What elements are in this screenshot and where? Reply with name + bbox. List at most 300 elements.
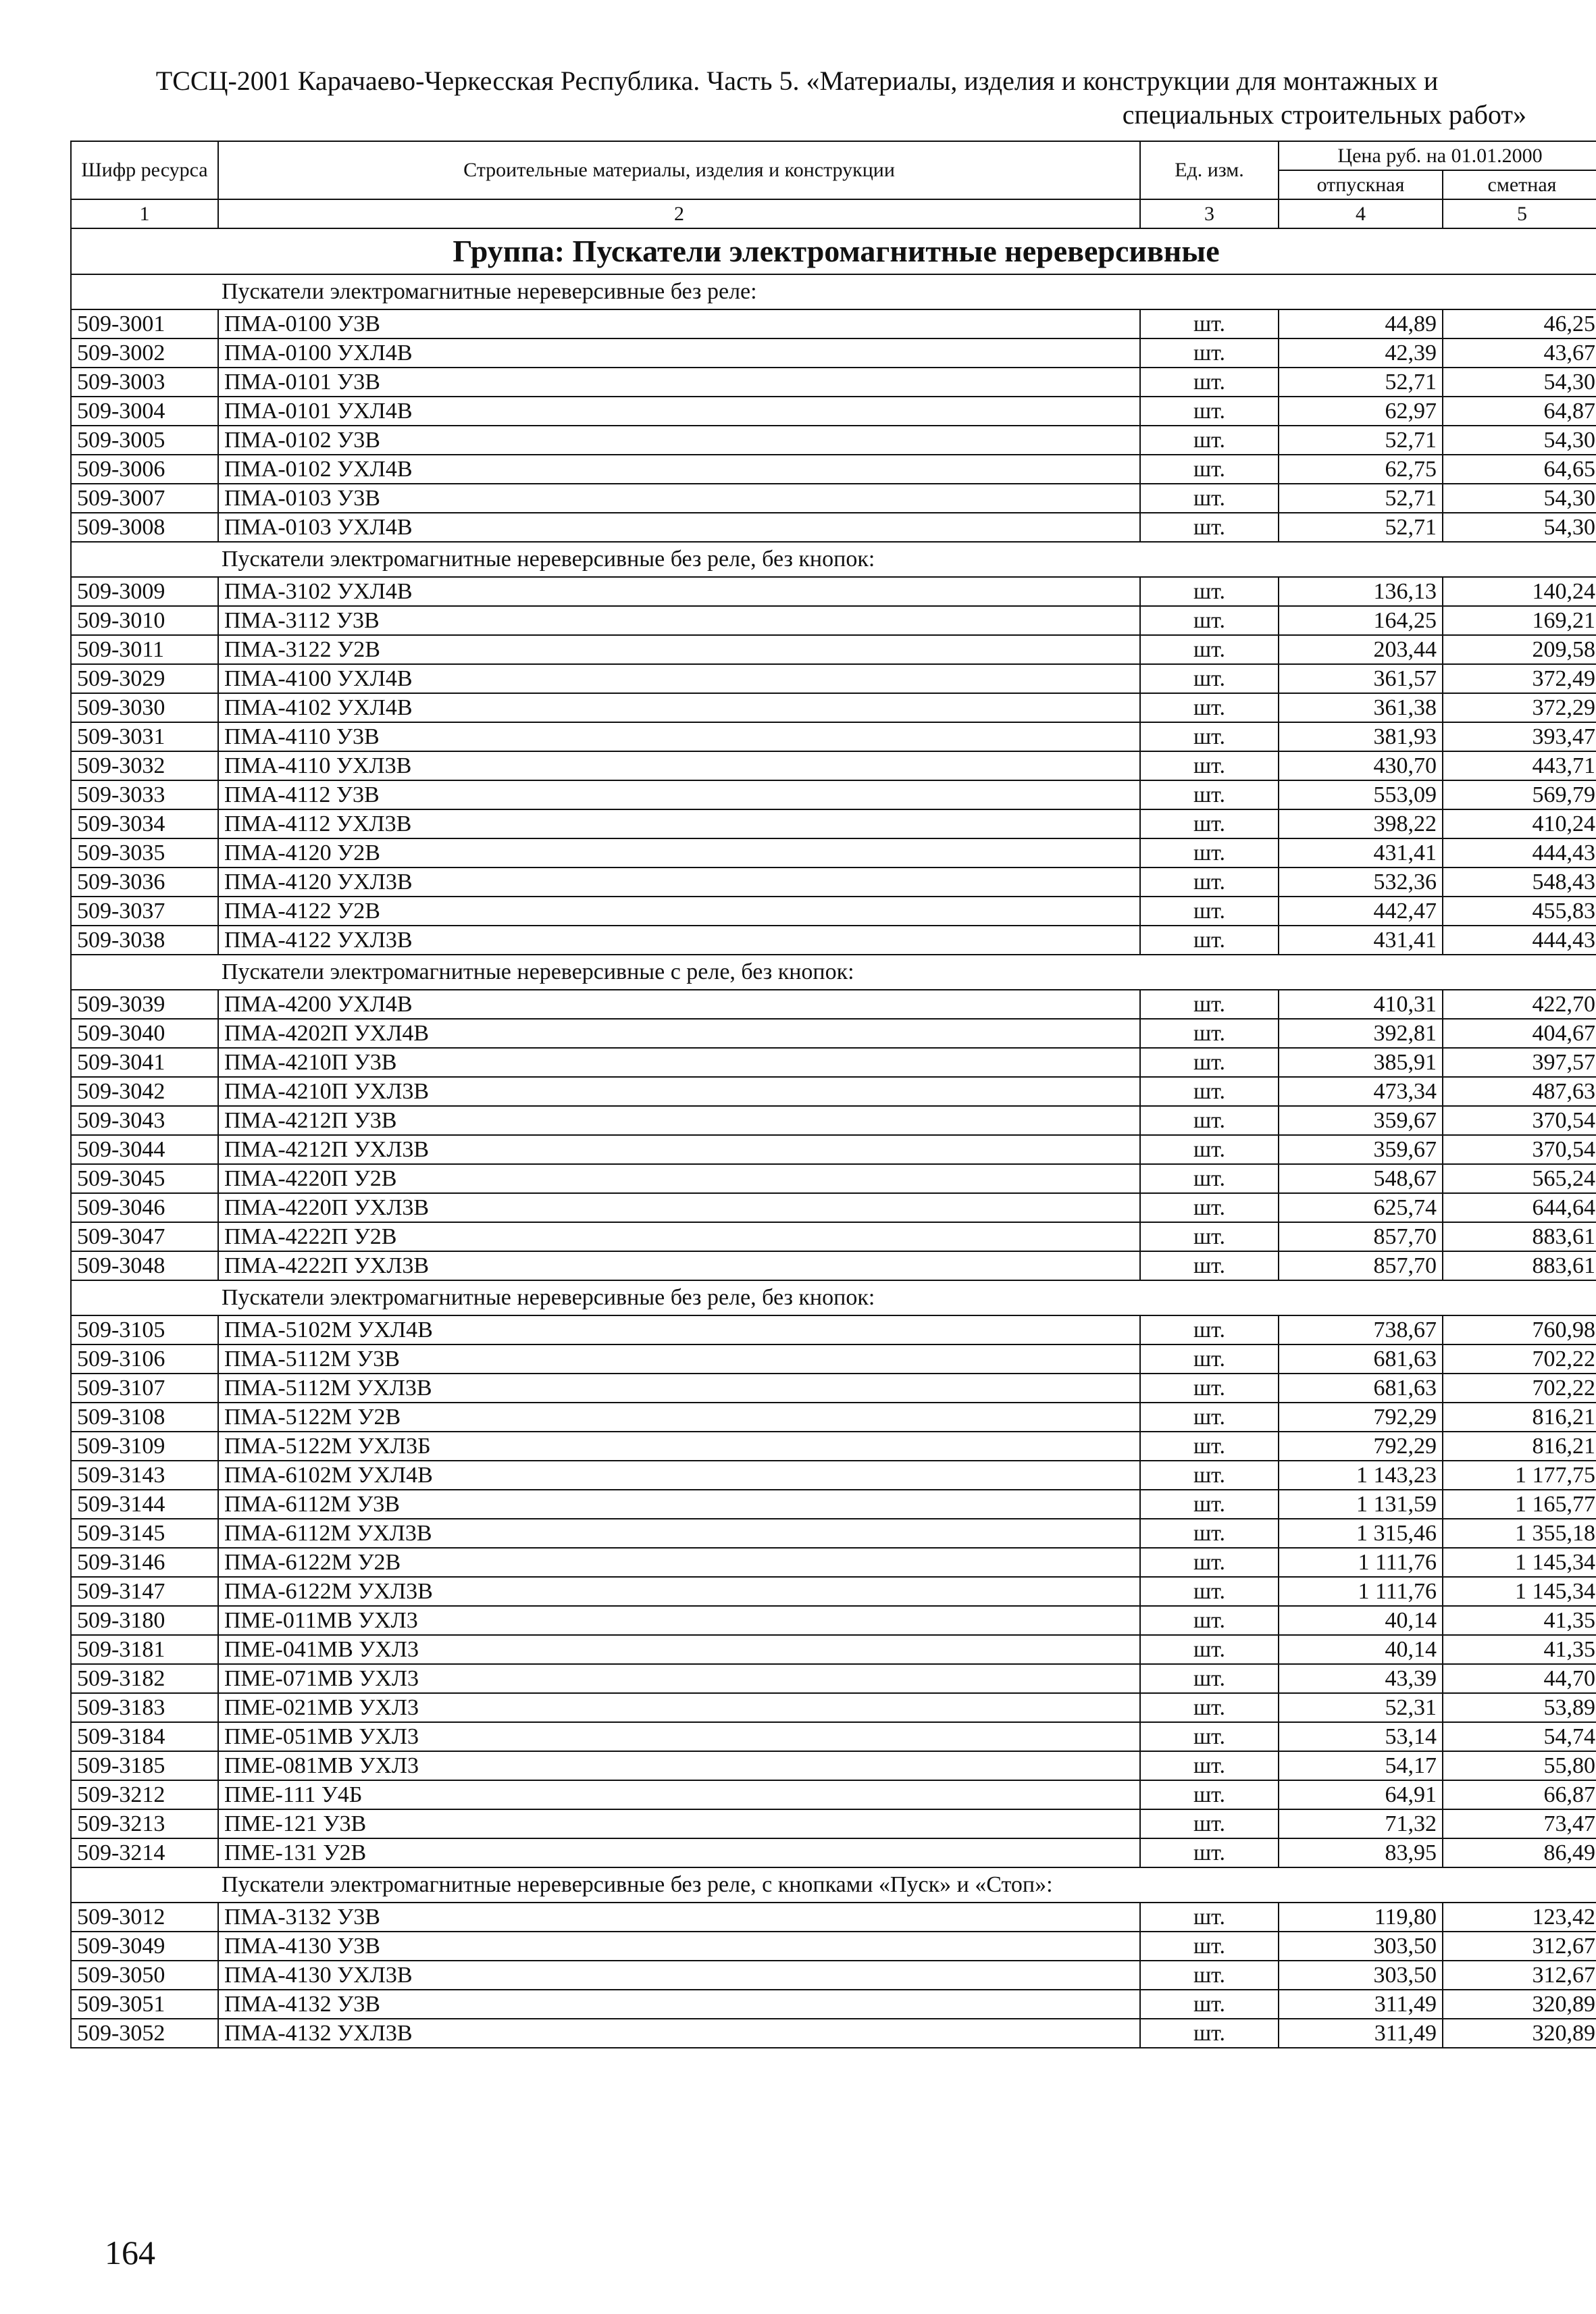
col-number: 4 <box>1279 199 1443 228</box>
unit: шт. <box>1140 664 1279 693</box>
price-estimate: 44,70 <box>1443 1664 1596 1693</box>
material-name: ПМА-0101 УХЛ4В <box>218 397 1140 426</box>
material-name: ПМА-4200 УХЛ4В <box>218 990 1140 1019</box>
unit: шт. <box>1140 1344 1279 1374</box>
resource-code: 509-3109 <box>71 1432 218 1461</box>
resource-code: 509-3143 <box>71 1461 218 1490</box>
price-release: 52,71 <box>1279 484 1443 513</box>
price-release: 361,57 <box>1279 664 1443 693</box>
table-row <box>71 606 1596 635</box>
resource-code: 509-3034 <box>71 809 218 838</box>
price-estimate: 54,30 <box>1443 484 1596 513</box>
price-release: 1 315,46 <box>1279 1519 1443 1548</box>
section-title: Пускатели электромагнитные нереверсивные без реле, без кнопок: <box>71 542 1596 577</box>
price-estimate: 46,25 <box>1443 309 1596 338</box>
material-name: ПМА-5122М УХЛ3Б <box>218 1432 1140 1461</box>
material-name: ПМЕ-071МВ УХЛ3 <box>218 1664 1140 1693</box>
table-row <box>71 780 1596 809</box>
material-name: ПМЕ-111 У4Б <box>218 1780 1140 1809</box>
table-row <box>71 693 1596 722</box>
table-row <box>71 1903 1596 1932</box>
price-estimate: 644,64 <box>1443 1193 1596 1222</box>
price-release: 62,75 <box>1279 455 1443 484</box>
material-name: ПМА-4222П УХЛ3В <box>218 1251 1140 1280</box>
table-row <box>71 455 1596 484</box>
price-estimate: 312,67 <box>1443 1932 1596 1961</box>
material-name: ПМА-4130 У3В <box>218 1932 1140 1961</box>
price-release: 857,70 <box>1279 1251 1443 1280</box>
table-row <box>71 635 1596 664</box>
price-release: 1 111,76 <box>1279 1577 1443 1606</box>
price-estimate: 702,22 <box>1443 1374 1596 1403</box>
price-estimate: 370,54 <box>1443 1135 1596 1164</box>
price-release: 857,70 <box>1279 1222 1443 1251</box>
unit: шт. <box>1140 1490 1279 1519</box>
resource-code: 509-3214 <box>71 1838 218 1867</box>
col-number: 1 <box>71 199 218 228</box>
table-row <box>71 2019 1596 2048</box>
price-release: 52,71 <box>1279 368 1443 397</box>
price-release: 71,32 <box>1279 1809 1443 1838</box>
material-name: ПМА-6122М УХЛ3В <box>218 1577 1140 1606</box>
resource-code: 509-3011 <box>71 635 218 664</box>
price-estimate: 487,63 <box>1443 1077 1596 1106</box>
price-release: 42,39 <box>1279 338 1443 368</box>
unit: шт. <box>1140 1164 1279 1193</box>
resource-code: 509-3049 <box>71 1932 218 1961</box>
price-estimate: 169,21 <box>1443 606 1596 635</box>
table-row <box>71 577 1596 606</box>
material-name: ПМА-4132 УХЛ3В <box>218 2019 1140 2048</box>
resource-code: 509-3213 <box>71 1809 218 1838</box>
material-name: ПМА-4122 УХЛ3В <box>218 926 1140 955</box>
resource-code: 509-3107 <box>71 1374 218 1403</box>
price-estimate: 816,21 <box>1443 1403 1596 1432</box>
material-name: ПМЕ-081МВ УХЛ3 <box>218 1751 1140 1780</box>
material-name: ПМА-4110 У3В <box>218 722 1140 751</box>
price-estimate: 1 145,34 <box>1443 1548 1596 1577</box>
price-estimate: 370,54 <box>1443 1106 1596 1135</box>
unit: шт. <box>1140 1403 1279 1432</box>
price-estimate: 883,61 <box>1443 1222 1596 1251</box>
resource-code: 509-3012 <box>71 1903 218 1932</box>
price-release: 303,50 <box>1279 1932 1443 1961</box>
table-row <box>71 1403 1596 1432</box>
unit: шт. <box>1140 838 1279 867</box>
material-name: ПМА-0103 УХЛ4В <box>218 513 1140 542</box>
unit: шт. <box>1140 1903 1279 1932</box>
unit: шт. <box>1140 990 1279 1019</box>
unit: шт. <box>1140 1193 1279 1222</box>
resource-code: 509-3048 <box>71 1251 218 1280</box>
resource-code: 509-3181 <box>71 1635 218 1664</box>
unit: шт. <box>1140 426 1279 455</box>
material-name: ПМА-0103 У3В <box>218 484 1140 513</box>
table-row <box>71 664 1596 693</box>
unit: шт. <box>1140 1222 1279 1251</box>
price-estimate: 1 177,75 <box>1443 1461 1596 1490</box>
resource-code: 509-3035 <box>71 838 218 867</box>
table-row <box>71 1990 1596 2019</box>
table-row <box>71 1222 1596 1251</box>
price-estimate: 54,30 <box>1443 426 1596 455</box>
price-release: 385,91 <box>1279 1048 1443 1077</box>
price-estimate: 73,47 <box>1443 1809 1596 1838</box>
unit: шт. <box>1140 2019 1279 2048</box>
unit: шт. <box>1140 484 1279 513</box>
price-release: 1 111,76 <box>1279 1548 1443 1577</box>
unit: шт. <box>1140 1722 1279 1751</box>
price-release: 52,71 <box>1279 426 1443 455</box>
unit: шт. <box>1140 1838 1279 1867</box>
table-row <box>71 1635 1596 1664</box>
resource-code: 509-3038 <box>71 926 218 955</box>
material-name: ПМА-5112М УХЛ3В <box>218 1374 1140 1403</box>
table-row <box>71 1519 1596 1548</box>
price-estimate: 816,21 <box>1443 1432 1596 1461</box>
table-row <box>71 1374 1596 1403</box>
col-header-price: Цена руб. на 01.01.2000 <box>1279 141 1596 170</box>
price-release: 62,97 <box>1279 397 1443 426</box>
price-estimate: 53,89 <box>1443 1693 1596 1722</box>
material-name: ПМА-4122 У2В <box>218 897 1140 926</box>
table-row <box>71 1780 1596 1809</box>
price-release: 43,39 <box>1279 1664 1443 1693</box>
material-name: ПМА-4132 У3В <box>218 1990 1140 2019</box>
table-row <box>71 1809 1596 1838</box>
resource-code: 509-3041 <box>71 1048 218 1077</box>
table-row <box>71 1077 1596 1106</box>
price-release: 136,13 <box>1279 577 1443 606</box>
resource-code: 509-3180 <box>71 1606 218 1635</box>
resource-code: 509-3145 <box>71 1519 218 1548</box>
price-release: 792,29 <box>1279 1432 1443 1461</box>
price-release: 430,70 <box>1279 751 1443 780</box>
table-row <box>71 722 1596 751</box>
table-row <box>71 484 1596 513</box>
resource-code: 509-3030 <box>71 693 218 722</box>
price-estimate: 702,22 <box>1443 1344 1596 1374</box>
price-estimate: 1 165,77 <box>1443 1490 1596 1519</box>
price-release: 52,71 <box>1279 513 1443 542</box>
material-name: ПМА-6112М УХЛ3В <box>218 1519 1140 1548</box>
price-release: 359,67 <box>1279 1135 1443 1164</box>
resource-code: 509-3001 <box>71 309 218 338</box>
resource-code: 509-3050 <box>71 1961 218 1990</box>
price-estimate: 123,42 <box>1443 1903 1596 1932</box>
col-number: 5 <box>1443 199 1596 228</box>
price-estimate: 397,57 <box>1443 1048 1596 1077</box>
unit: шт. <box>1140 606 1279 635</box>
table-row <box>71 1315 1596 1344</box>
material-name: ПМА-6122М У2В <box>218 1548 1140 1577</box>
price-release: 681,63 <box>1279 1374 1443 1403</box>
table-row <box>71 368 1596 397</box>
table-row <box>71 397 1596 426</box>
price-release: 738,67 <box>1279 1315 1443 1344</box>
material-name: ПМА-4210П У3В <box>218 1048 1140 1077</box>
material-name: ПМА-4220П У2В <box>218 1164 1140 1193</box>
resource-code: 509-3033 <box>71 780 218 809</box>
price-estimate: 410,24 <box>1443 809 1596 838</box>
price-estimate: 41,35 <box>1443 1606 1596 1635</box>
col-number: 2 <box>218 199 1140 228</box>
table-row <box>71 1164 1596 1193</box>
unit: шт. <box>1140 1606 1279 1635</box>
price-estimate: 393,47 <box>1443 722 1596 751</box>
price-release: 40,14 <box>1279 1635 1443 1664</box>
unit: шт. <box>1140 1961 1279 1990</box>
unit: шт. <box>1140 309 1279 338</box>
material-name: ПМА-4130 УХЛ3В <box>218 1961 1140 1990</box>
unit: шт. <box>1140 1519 1279 1548</box>
price-release: 40,14 <box>1279 1606 1443 1635</box>
price-estimate: 372,29 <box>1443 693 1596 722</box>
table-row <box>71 1344 1596 1374</box>
price-release: 392,81 <box>1279 1019 1443 1048</box>
table-row <box>71 513 1596 542</box>
price-estimate: 444,43 <box>1443 926 1596 955</box>
resource-code: 509-3047 <box>71 1222 218 1251</box>
table-row <box>71 1932 1596 1961</box>
price-estimate: 54,30 <box>1443 513 1596 542</box>
resource-code: 509-3144 <box>71 1490 218 1519</box>
material-name: ПМА-6112М У3В <box>218 1490 1140 1519</box>
resource-code: 509-3006 <box>71 455 218 484</box>
resource-code: 509-3108 <box>71 1403 218 1432</box>
material-name: ПМА-0100 УХЛ4В <box>218 338 1140 368</box>
unit: шт. <box>1140 897 1279 926</box>
resource-code: 509-3182 <box>71 1664 218 1693</box>
price-release: 44,89 <box>1279 309 1443 338</box>
price-estimate: 455,83 <box>1443 897 1596 926</box>
price-estimate: 372,49 <box>1443 664 1596 693</box>
material-name: ПМА-4100 УХЛ4В <box>218 664 1140 693</box>
resource-code: 509-3036 <box>71 867 218 897</box>
table-row <box>71 1019 1596 1048</box>
table-row <box>71 1693 1596 1722</box>
col-header-name: Строительные материалы, изделия и конструкции <box>218 141 1140 199</box>
price-release: 52,31 <box>1279 1693 1443 1722</box>
material-name: ПМЕ-041МВ УХЛ3 <box>218 1635 1140 1664</box>
price-estimate: 209,58 <box>1443 635 1596 664</box>
material-name: ПМА-3102 УХЛ4В <box>218 577 1140 606</box>
col-header-release: отпускная <box>1279 170 1443 199</box>
unit: шт. <box>1140 867 1279 897</box>
table-row <box>71 1251 1596 1280</box>
price-release: 381,93 <box>1279 722 1443 751</box>
price-release: 398,22 <box>1279 809 1443 838</box>
unit: шт. <box>1140 1251 1279 1280</box>
col-header-unit: Ед. изм. <box>1140 141 1279 199</box>
table-body <box>71 228 1596 2048</box>
material-name: ПМА-0102 У3В <box>218 426 1140 455</box>
material-name: ПМА-4102 УХЛ4В <box>218 693 1140 722</box>
price-estimate: 312,67 <box>1443 1961 1596 1990</box>
material-name: ПМА-4202П УХЛ4В <box>218 1019 1140 1048</box>
price-release: 548,67 <box>1279 1164 1443 1193</box>
price-release: 681,63 <box>1279 1344 1443 1374</box>
resource-code: 509-3010 <box>71 606 218 635</box>
table-row <box>71 1751 1596 1780</box>
material-name: ПМА-3122 У2В <box>218 635 1140 664</box>
price-estimate: 41,35 <box>1443 1635 1596 1664</box>
table-row <box>71 809 1596 838</box>
table-row <box>71 1135 1596 1164</box>
table-row <box>71 1432 1596 1461</box>
unit: шт. <box>1140 1461 1279 1490</box>
resource-code: 509-3005 <box>71 426 218 455</box>
material-name: ПМА-4120 УХЛ3В <box>218 867 1140 897</box>
unit: шт. <box>1140 1432 1279 1461</box>
price-estimate: 548,43 <box>1443 867 1596 897</box>
price-release: 442,47 <box>1279 897 1443 926</box>
price-release: 431,41 <box>1279 926 1443 955</box>
resource-code: 509-3037 <box>71 897 218 926</box>
table-row <box>71 1838 1596 1867</box>
resource-code: 509-3106 <box>71 1344 218 1374</box>
price-release: 64,91 <box>1279 1780 1443 1809</box>
resource-code: 509-3051 <box>71 1990 218 2019</box>
price-release: 83,95 <box>1279 1838 1443 1867</box>
unit: шт. <box>1140 1780 1279 1809</box>
resource-code: 509-3046 <box>71 1193 218 1222</box>
col-header-estimate: сметная <box>1443 170 1596 199</box>
price-release: 1 143,23 <box>1279 1461 1443 1490</box>
col-header-code: Шифр ресурса <box>71 141 218 199</box>
price-estimate: 404,67 <box>1443 1019 1596 1048</box>
unit: шт. <box>1140 693 1279 722</box>
resource-code: 509-3184 <box>71 1722 218 1751</box>
unit: шт. <box>1140 1048 1279 1077</box>
material-name: ПМА-4112 УХЛ3В <box>218 809 1140 838</box>
resource-code: 509-3002 <box>71 338 218 368</box>
material-name: ПМА-4212П УХЛ3В <box>218 1135 1140 1164</box>
material-name: ПМЕ-021МВ УХЛ3 <box>218 1693 1140 1722</box>
resource-code: 509-3212 <box>71 1780 218 1809</box>
resource-code: 509-3040 <box>71 1019 218 1048</box>
unit: шт. <box>1140 1106 1279 1135</box>
material-name: ПМА-4112 У3В <box>218 780 1140 809</box>
unit: шт. <box>1140 1693 1279 1722</box>
price-estimate: 140,24 <box>1443 577 1596 606</box>
resource-code: 509-3029 <box>71 664 218 693</box>
table-row <box>71 1722 1596 1751</box>
price-estimate: 569,79 <box>1443 780 1596 809</box>
price-release: 53,14 <box>1279 1722 1443 1751</box>
resource-code: 509-3008 <box>71 513 218 542</box>
table-row <box>71 1961 1596 1990</box>
unit: шт. <box>1140 577 1279 606</box>
material-name: ПМА-4220П УХЛ3В <box>218 1193 1140 1222</box>
unit: шт. <box>1140 1077 1279 1106</box>
material-name: ПМА-4120 У2В <box>218 838 1140 867</box>
resource-code: 509-3044 <box>71 1135 218 1164</box>
material-name: ПМА-0100 У3В <box>218 309 1140 338</box>
document-header <box>68 64 1526 132</box>
material-name: ПМА-0101 У3В <box>218 368 1140 397</box>
unit: шт. <box>1140 1374 1279 1403</box>
unit: шт. <box>1140 368 1279 397</box>
price-release: 203,44 <box>1279 635 1443 664</box>
price-release: 311,49 <box>1279 1990 1443 2019</box>
price-estimate: 54,74 <box>1443 1722 1596 1751</box>
unit: шт. <box>1140 1751 1279 1780</box>
unit: шт. <box>1140 1315 1279 1344</box>
table-row <box>71 1577 1596 1606</box>
price-estimate: 760,98 <box>1443 1315 1596 1344</box>
material-name: ПМЕ-011МВ УХЛ3 <box>218 1606 1140 1635</box>
material-name: ПМЕ-131 У2В <box>218 1838 1140 1867</box>
unit: шт. <box>1140 1990 1279 2019</box>
price-release: 410,31 <box>1279 990 1443 1019</box>
table-row <box>71 926 1596 955</box>
material-name: ПМА-4210П УХЛ3В <box>218 1077 1140 1106</box>
unit: шт. <box>1140 1577 1279 1606</box>
material-name: ПМА-6102М УХЛ4В <box>218 1461 1140 1490</box>
price-estimate: 64,87 <box>1443 397 1596 426</box>
unit: шт. <box>1140 455 1279 484</box>
resource-code: 509-3042 <box>71 1077 218 1106</box>
unit: шт. <box>1140 1548 1279 1577</box>
resource-code: 509-3039 <box>71 990 218 1019</box>
unit: шт. <box>1140 397 1279 426</box>
table-row <box>71 1106 1596 1135</box>
resource-code: 509-3183 <box>71 1693 218 1722</box>
header-line-1: ТССЦ-2001 Карачаево-Черкесская Республика. Часть 5. «Материалы, изделия и конструкции для монтажных и <box>155 66 1439 96</box>
col-number: 3 <box>1140 199 1279 228</box>
unit: шт. <box>1140 722 1279 751</box>
resource-code: 509-3105 <box>71 1315 218 1344</box>
price-estimate: 443,71 <box>1443 751 1596 780</box>
section-title: Пускатели электромагнитные нереверсивные без реле, с кнопками «Пуск» и «Стоп»: <box>71 1867 1596 1903</box>
price-estimate: 422,70 <box>1443 990 1596 1019</box>
table-row <box>71 1193 1596 1222</box>
section-title: Пускатели электромагнитные нереверсивные без реле: <box>71 274 1596 309</box>
unit: шт. <box>1140 780 1279 809</box>
table-row <box>71 1048 1596 1077</box>
resource-code: 509-3003 <box>71 368 218 397</box>
material-name: ПМА-5122М У2В <box>218 1403 1140 1432</box>
unit: шт. <box>1140 1932 1279 1961</box>
unit: шт. <box>1140 1664 1279 1693</box>
table-row <box>71 1548 1596 1577</box>
unit: шт. <box>1140 513 1279 542</box>
table-row <box>71 1606 1596 1635</box>
resource-code: 509-3052 <box>71 2019 218 2048</box>
page-number: 164 <box>105 2234 155 2271</box>
table-row <box>71 838 1596 867</box>
table-row <box>71 1490 1596 1519</box>
table-row <box>71 897 1596 926</box>
resource-code: 509-3146 <box>71 1548 218 1577</box>
material-name: ПМА-0102 УХЛ4В <box>218 455 1140 484</box>
table-row <box>71 309 1596 338</box>
price-estimate: 66,87 <box>1443 1780 1596 1809</box>
price-release: 119,80 <box>1279 1903 1443 1932</box>
table-row <box>71 338 1596 368</box>
price-estimate: 320,89 <box>1443 1990 1596 2019</box>
material-name: ПМЕ-051МВ УХЛ3 <box>218 1722 1140 1751</box>
price-estimate: 444,43 <box>1443 838 1596 867</box>
group-title: Группа: Пускатели электромагнитные нереверсивные <box>71 228 1596 274</box>
material-name: ПМА-3132 У3В <box>218 1903 1140 1932</box>
price-release: 625,74 <box>1279 1193 1443 1222</box>
price-release: 54,17 <box>1279 1751 1443 1780</box>
unit: шт. <box>1140 1135 1279 1164</box>
price-estimate: 1 145,34 <box>1443 1577 1596 1606</box>
price-release: 311,49 <box>1279 2019 1443 2048</box>
